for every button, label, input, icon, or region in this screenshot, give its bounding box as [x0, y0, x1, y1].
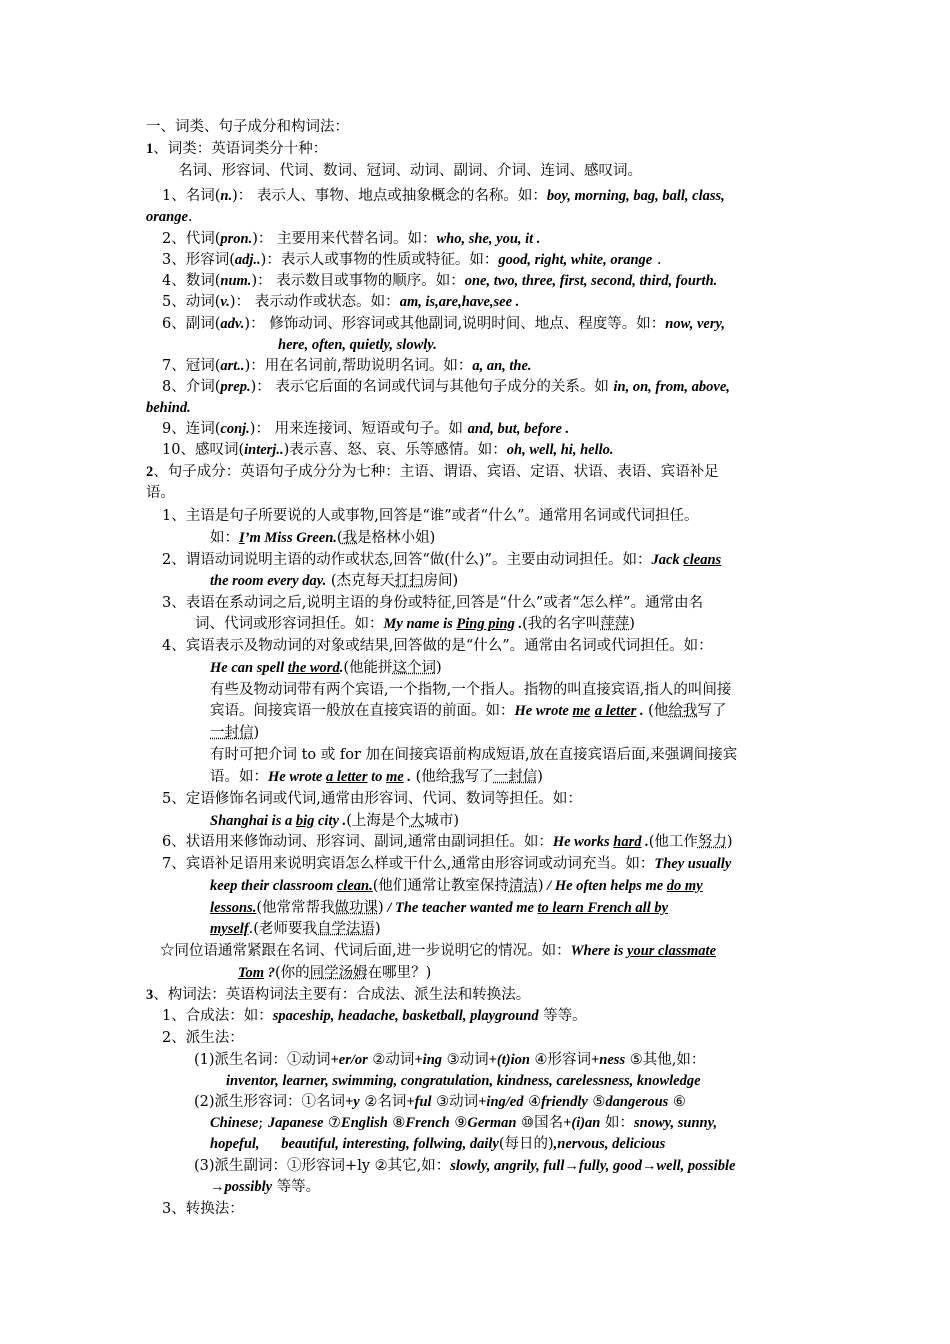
- s2-complement-cont-3: myself.(老师要我自学法语): [210, 921, 381, 937]
- s2-predicative-cont: 词、代词或形容词担任。如：My name is Ping ping .(我的名字叫萍萍): [195, 616, 635, 632]
- s2-attribute: 5、定语修饰名词或代词,通常由形容词、代词、数词等担任。如：: [162, 791, 582, 807]
- s2-object-p4: 语。如：He wrote a letter to me . (他给我写了一封信): [210, 769, 543, 785]
- s1-item-9: 9、连词(conj.)： 用来连接词、短语或句子。如 and, but, before .: [162, 421, 570, 437]
- s2-complement-cont-2: lessons.(他常常帮我做功课) / The teacher wanted me to learn French all by: [210, 900, 669, 916]
- s1-item-1: 1、名词(n.)： 表示人、事物、地点或抽象概念的名称。如：boy, morning, bag, ball, class,: [162, 188, 725, 204]
- s1-item-6: 6、副词(adv.)： 修饰动词、形容词或其他副词,说明时间、地点、程度等。如：now, very,: [162, 316, 726, 332]
- s1-item-4: 4、数词(num.)： 表示数目或事物的顺序。如：one, two, three, first, second, third, fourth.: [162, 273, 718, 289]
- s1-item-8: 8、介词(prep.)： 表示它后面的名词或代词与其他句子成分的关系。如 in, on, from, above,: [162, 379, 730, 395]
- s2-object-p2: 宾语。间接宾语一般放在直接宾语的前面。如：He wrote me a letter . (他给我写了: [210, 703, 727, 719]
- s1-item-5: 5、动词(v.)： 表示动作或状态。如：am, is,are,have,see .: [162, 294, 520, 310]
- s1-title: 1、词类：英语词类分十种：: [146, 141, 328, 157]
- heading: 一、词类、句子成分和构词法：: [146, 119, 349, 135]
- s3-derived-adj-cont-1: Chinese; Japanese ⑦English ⑧French ⑨German ⑩国名+(i)an 如：snowy, sunny,: [210, 1115, 718, 1131]
- s1-item-8-cont: behind.: [146, 400, 191, 416]
- s2-object-p1: 有些及物动词带有两个宾语,一个指物,一个指人。指物的叫直接宾语,指人的叫间接: [210, 682, 732, 698]
- s1-item-7: 7、冠词(art..)：用在名词前,帮助说明名词。如：a, an, the.: [162, 358, 532, 374]
- s3-title: 3、构词法：英语构词法主要有：合成法、派生法和转换法。: [146, 987, 531, 1003]
- s3-derived-noun: (1)派生名词：①动词+er/or ②动词+ing ③动词+(t)ion ④形容词+ness ⑤其他,如：: [194, 1052, 706, 1068]
- s1-item-6-cont: here, often, quietly, slowly.: [278, 337, 437, 353]
- s3-derivation: 2、派生法：: [162, 1030, 244, 1046]
- s1-item-1-cont: orange.: [146, 209, 193, 225]
- s2-object-p3: 有时可把介词 to 或 for 加在间接宾语前构成短语,放在直接宾语后面,来强调间接宾: [210, 747, 738, 763]
- s3-compound: 1、合成法：如：spaceship, headache, basketball, playground 等等。: [162, 1008, 587, 1024]
- s3-derived-adj: (2)派生形容词：①名词+y ②名词+ful ③动词+ing/ed ④friendly ⑤dangerous ⑥: [194, 1094, 686, 1110]
- s2-object: 4、宾语表示及物动词的对象或结果,回答做的是“什么”。通常由名词或代词担任。如：: [162, 638, 713, 654]
- s2-appositive: ☆同位语通常紧跟在名词、代词后面,进一步说明它的情况。如：Where is your classmate: [160, 943, 717, 959]
- s2-predicative: 3、表语在系动词之后,说明主语的身份或特征,回答是“什么”或者“怎么样”。通常由名: [162, 595, 704, 611]
- s3-derived-adj-cont-2: hopeful, beautiful, interesting, follwing, daily(每日的),nervous, delicious: [210, 1136, 666, 1152]
- s3-derived-adv: (3)派生副词：①形容词+ly ②其它,如：slowly, angrily, full→fully, good→well, possible: [194, 1158, 736, 1174]
- s1-item-10: 10、感叹词(interj..)表示喜、怒、哀、乐等感情。如：oh, well, hi, hello.: [162, 442, 614, 458]
- s3-derived-noun-examples: inventor, learner, swimming, congratulation, kindness, carelessness, knowledge: [226, 1073, 701, 1089]
- s2-complement: 7、宾语补足语用来说明宾语怎么样或干什么,通常由形容词或动词充当。如：They usually: [162, 856, 732, 872]
- s2-attribute-example: Shanghai is a big city .(上海是个大城市): [210, 813, 460, 829]
- s3-conversion: 3、转换法：: [162, 1201, 244, 1217]
- s2-title-cont: 语。: [146, 485, 175, 501]
- s2-subject-example: 如：I’m Miss Green.(我是格林小姐): [210, 530, 436, 546]
- s2-predicate: 2、谓语动词说明主语的动作或状态,回答“做(什么)”。主要由动词担任。如：Jack cleans: [162, 552, 722, 568]
- s2-adverbial: 6、状语用来修饰动词、形容词、副词,通常由副词担任。如：He works hard .(他工作努力): [162, 834, 733, 850]
- s3-derived-adv-cont: →possibly 等等。: [210, 1179, 321, 1195]
- s2-subject: 1、主语是句子所要说的人或事物,回答是“谁”或者“什么”。通常用名词或代词担任。: [162, 508, 699, 524]
- s1-item-2: 2、代词(pron.)： 主要用来代替名词。如：who, she, you, it .: [162, 231, 541, 247]
- s2-object-p2-cont: 一封信): [210, 725, 260, 741]
- s2-appositive-cont: Tom ?(你的同学汤姆在哪里？): [238, 965, 432, 981]
- s2-predicate-cont: the room every day. (杰克每天打扫房间): [210, 573, 459, 589]
- s1-list: 名词、形容词、代词、数词、冠词、动词、副词、介词、连词、感叹词。: [178, 163, 642, 179]
- s1-item-3: 3、形容词(adj..)：表示人或事物的性质或特征。如：good, right, white, orange .: [162, 252, 662, 268]
- s2-complement-cont-1: keep their classroom clean.(他们通常让教室保持清洁) / He often helps me do my: [210, 878, 703, 894]
- s2-object-example: He can spell the word.(他能拼这个词): [210, 660, 442, 676]
- s2-title: 2、句子成分：英语句子成分分为七种：主语、谓语、宾语、定语、状语、表语、宾语补足: [146, 464, 719, 480]
